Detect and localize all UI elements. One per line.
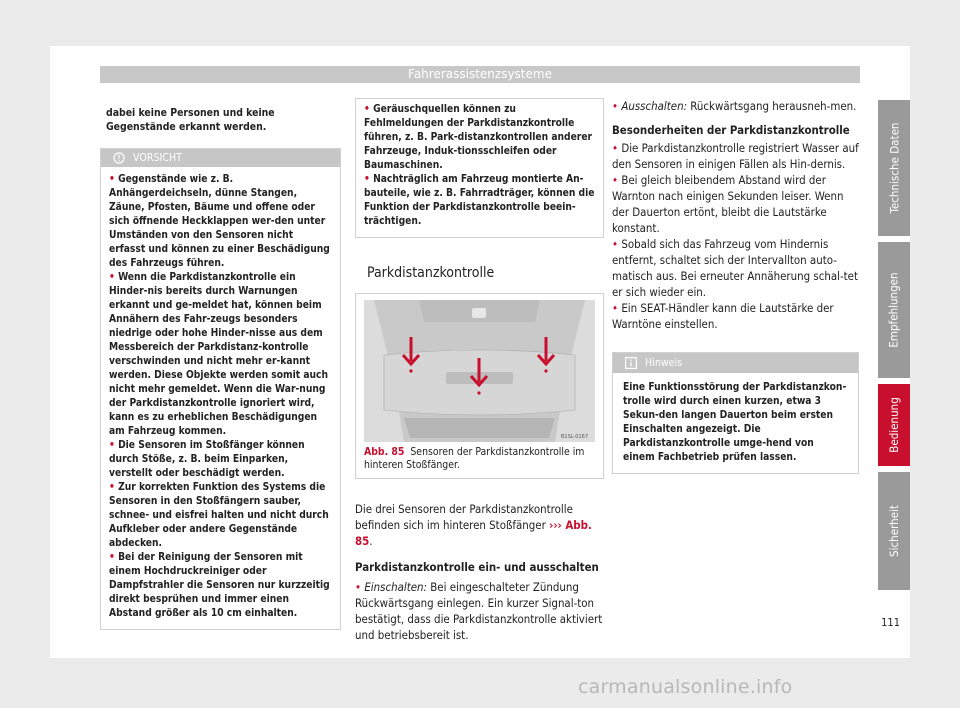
warning-icon xyxy=(113,152,125,164)
column-middle xyxy=(355,98,604,643)
watermark: carmanualsonline.info xyxy=(578,676,793,698)
hint-body: Eine Funktionsstörung der Parkdistanzkon-trolle wird durch einen kurzen, etwa 3 Sekun-den langen Dauerton beim ersten Einschalten angezeigt. Die Parkdistanzkontrolle umge-hend von einem Fachbetrieb prüfen lassen. xyxy=(623,382,847,463)
caution-title: VORSICHT xyxy=(133,152,182,164)
caution-item: • Gegenstände wie z. B. Anhängerdeichseln, dünne Stangen, Zäune, Pfosten, Bäume und offene oder sich öffnende Heckklappen wer-den unter Umständen von den Sensoren nicht erfasst und können zu einer Beschädigung des Fahrzeugs führen. xyxy=(109,174,330,269)
hint-header xyxy=(613,353,858,373)
list-item: • Sobald sich das Fahrzeug vom Hindernis entfernt, schaltet sich der Intervallton auto-matisch aus. Bei erneuter Annäherung schal-tet er sich wieder ein. xyxy=(612,237,858,299)
caution-item: • Bei der Reinigung der Sensoren mit einem Hochdruckreiniger oder Dampfstrahler die Sensoren nur kurzzeitig direkt besprühen und immer einen Abstand größer als 10 cm einhalten. xyxy=(109,552,330,619)
hint-box xyxy=(612,352,859,474)
list-item: • Bei gleich bleibendem Abstand wird der Warnton nach einigen Sekunden leiser. Wenn der Dauerton ertönt, bleibt die Lautstärke konstant. xyxy=(612,173,844,235)
hint-title: Hinweis xyxy=(645,357,683,369)
caution-item: • Wenn die Parkdistanzkontrolle ein Hinder-nis bereits durch Warnungen erkannt und ge-meldet hat, können beim Annähern des Fahr-zeugs besonders niedrige oder hohe Hinder-nisse aus dem Messbereich der Parkdistanz-kontrolle verschwinden und nicht mehr er-kannt werden. Diese Objekte werden somit auch nicht mehr gemeldet. Wenn die War-nung der Parkdistanzkontrolle ignoriert wird, kann es zu erheblichen Beschädigungen am Fahrzeug kommen. xyxy=(109,272,328,437)
page-header: Fahrerassistenzsysteme xyxy=(100,66,860,83)
list-item: • Ein SEAT-Händler kann die Lautstärke der Warntöne einstellen. xyxy=(612,301,834,331)
tab-bedienung[interactable]: Bedienung xyxy=(878,384,910,466)
figure-link[interactable]: ››› Abb. 85 xyxy=(355,518,592,548)
column-right xyxy=(612,98,859,474)
caution-item: • Geräuschquellen können zu Fehlmeldungen der Parkdistanzkontrolle führen, z. B. Park-distanzkontrollen anderer Fahrzeuge, Induk-tionsschleifen oder Baumaschinen. xyxy=(364,104,593,171)
caution-header xyxy=(101,149,340,167)
list-item: • Die Parkdistanzkontrolle registriert Wasser auf den Sensoren in einigen Fällen als Hin-dernis. xyxy=(612,141,859,171)
tab-empfehlungen[interactable]: Empfehlungen xyxy=(878,242,910,378)
caution-box xyxy=(100,148,341,630)
caution-item: • Die Sensoren im Stoßfänger können durch Stöße, z. B. beim Einparken, verstellt oder beschädigt werden. xyxy=(109,440,305,479)
info-icon xyxy=(625,357,637,369)
subheading-special: Besonderheiten der Parkdistanzkontrolle xyxy=(612,123,850,137)
caution-item: • Zur korrekten Funktion des Systems die Sensoren in den Stoßfängern sauber, schnee- und eisfrei halten und nicht durch Aufkleber oder andere Gegenstände abdecken. xyxy=(109,482,329,549)
caution-item: • Nachträglich am Fahrzeug montierte An-bauteile, wie z. B. Fahrradträger, können die Funktion der Parkdistanzkontrolle beein-trächtigen. xyxy=(364,174,595,227)
list-item-ausschalten: • Ausschalten: Rückwärtsgang herausneh-men. xyxy=(612,99,857,113)
caution-body xyxy=(101,167,340,629)
page-number: 111 xyxy=(881,616,900,629)
figure-code: B1SL-0167 xyxy=(561,434,589,440)
figure-caption: Abb. 85 Sensoren der Parkdistanzkontrolle im hinteren Stoßfänger. xyxy=(364,446,585,471)
tab-sicherheit[interactable]: Sicherheit xyxy=(878,472,910,590)
caution-continued-box xyxy=(355,98,604,238)
car-rear-bumper-illustration xyxy=(364,300,595,442)
subheading-on-off: Parkdistanzkontrolle ein- und ausschalten xyxy=(355,560,599,574)
column-left xyxy=(100,98,341,630)
intro-text: dabei keine Personen und keine Gegenstände erkannt werden. xyxy=(106,107,275,133)
tab-technische-daten[interactable]: Technische Daten xyxy=(878,100,910,236)
paragraph-sensors: Die drei Sensoren der Parkdistanzkontrolle befinden sich im hinteren Stoßfänger ››› Abb. 85. xyxy=(355,502,592,548)
list-item-einschalten: • Einschalten: Bei eingeschalteter Zündung Rückwärtsgang einlegen. Ein kurzer Signal-ton bestätigt, dass die Parkdistanzkontrolle aktiviert und betriebsbereit ist. xyxy=(355,580,603,642)
section-title: Parkdistanzkontrolle xyxy=(367,265,495,281)
figure-85 xyxy=(355,293,604,479)
